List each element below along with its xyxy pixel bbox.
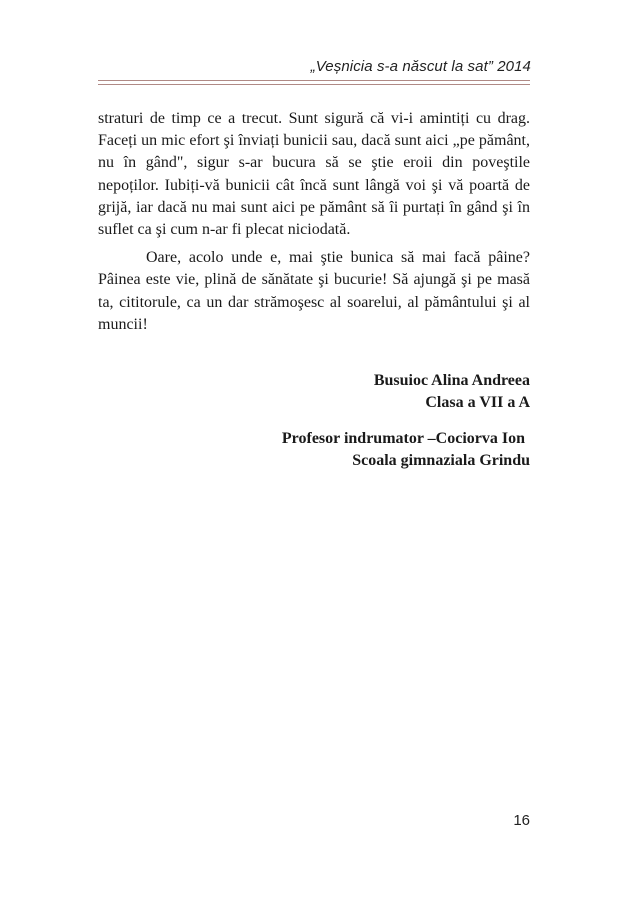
header-rule-top [98,80,530,81]
running-header-title: „Veșnicia s-a născut la sat” 2014 [310,58,531,75]
paragraph-2: Oare, acolo unde e, mai ştie bunica să mai facă pâine? Pâinea este vie, plină de sănătate şi bucurie! Să ajungă şi pe masă ta, cititorule, ca un dar strămoşesc al soarelui, al pământului şi al muncii! [98,249,530,333]
author-name: Busuioc Alina Andreea [373,372,530,389]
school-name: Scoala gimnaziala Grindu [352,452,530,469]
paragraph-1: straturi de timp ce a trecut. Sunt sigură că vi-i amintiți cu drag. Faceți un mic efort şi înviați bunicii sau, dacă sunt aici „pe pământ, nu în gând", sigur s-ar bucura să se ştie eroii din poveştile nepoților. Iubiți-vă bunicii cât încă sunt lângă voi şi vă poartă de grijă, iar dacă nu mai sunt aici pe pământ să îi purtați în gând şi în suflet ca şi cum n-ar fi plecat niciodată. [98,110,530,239]
professor-name: Profesor indrumator –Cociorva Ion [281,430,525,447]
page-number: 16 [513,812,530,829]
body-text [98,108,530,336]
author-class: Clasa a VII a A [425,394,530,411]
header-rule-bottom [98,84,530,85]
